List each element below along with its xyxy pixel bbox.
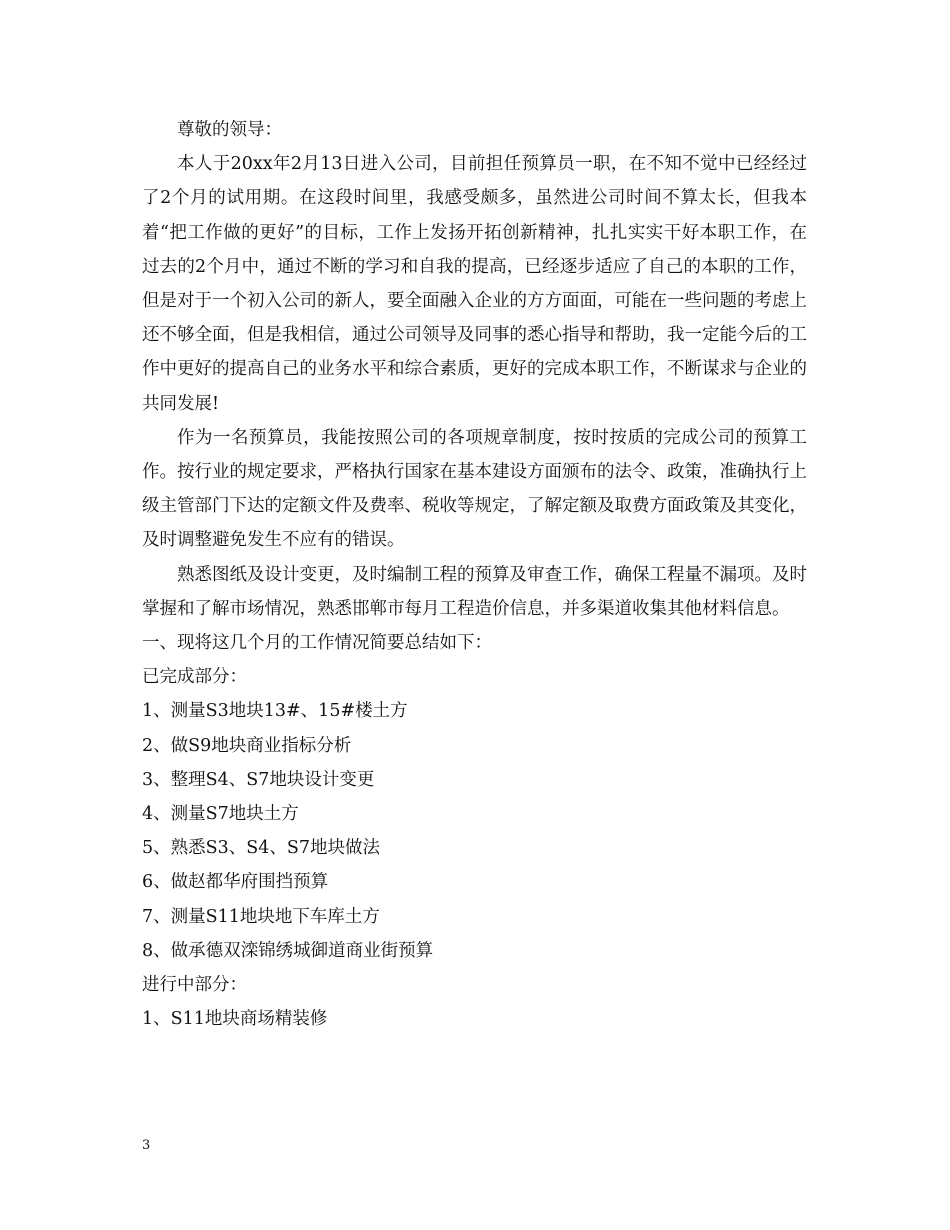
list-item: 2、做S9地块商业指标分析 — [142, 735, 352, 756]
in-progress-list — [142, 1002, 807, 1036]
list-item: 4、测量S7地块土方 — [142, 804, 299, 825]
salutation: 尊敬的领导： — [177, 120, 282, 140]
list-item: 3、整理S4、S7地块设计变更 — [142, 769, 375, 790]
page-number: 3 — [142, 1138, 151, 1153]
completed-list — [142, 694, 807, 968]
paragraph-drawings: 熟悉图纸及设计变更，及时编制工程的预算及审查工作，确保工程量不漏项。及时掌握和了解市场情况，熟悉邯郸市每月工程造价信息，并多渠道收集其他材料信息。 — [142, 564, 807, 619]
list-item: 7、测量S11地块地下车库土方 — [142, 906, 380, 927]
list-item: 5、熟悉S3、S4、S7地块做法 — [142, 838, 381, 859]
list-item: 1、S11地块商场精装修 — [142, 1009, 328, 1030]
in-progress-heading: 进行中部分： — [142, 975, 247, 996]
list-item: 6、做赵都华府围挡预算 — [142, 872, 329, 893]
list-item: 1、测量S3地块13#、15#楼土方 — [142, 701, 408, 722]
paragraph-budget-duties: 作为一名预算员，我能按照公司的各项规章制度，按时按质的完成公司的预算工作。按行业的规定要求，严格执行国家在基本建设方面颁布的法令、政策，准确执行上级主管部门下达的定额文件及费率、税收等规定，了解定额及取费方面政策及其变化，及时调整避免发生不应有的错误。 — [142, 427, 807, 551]
document-body — [142, 113, 807, 1036]
paragraph-probation: 本人于20xx年2月13日进入公司，目前担任预算员一职，在不知不觉中已经经过了2个月的试用期。在这段时间里，我感受颇多，虽然进公司时间不算太长，但我本着“把工作做的更好”的目标，工作上发扬开拓创新精神，扎扎实实干好本职工作，在过去的2个月中，通过不断的学习和自我的提高，已经逐步适应了自己的本职的工作，但是对于一个初入公司的新人，要全面融入企业的方方面面，可能在一些问题的考虑上还不够全面，但是我相信，通过公司领导及同事的悉心指导和帮助，我一定能今后的工作中更好的提高自己的业务水平和综合素质，更好的完成本职工作，不断谋求与企业的共同发展! — [142, 154, 807, 414]
summary-heading: 一、现将这几个月的工作情况简要总结如下： — [142, 633, 492, 654]
list-item: 8、做承德双滦锦绣城御道商业街预算 — [142, 940, 434, 961]
completed-heading: 已完成部分： — [142, 667, 247, 688]
